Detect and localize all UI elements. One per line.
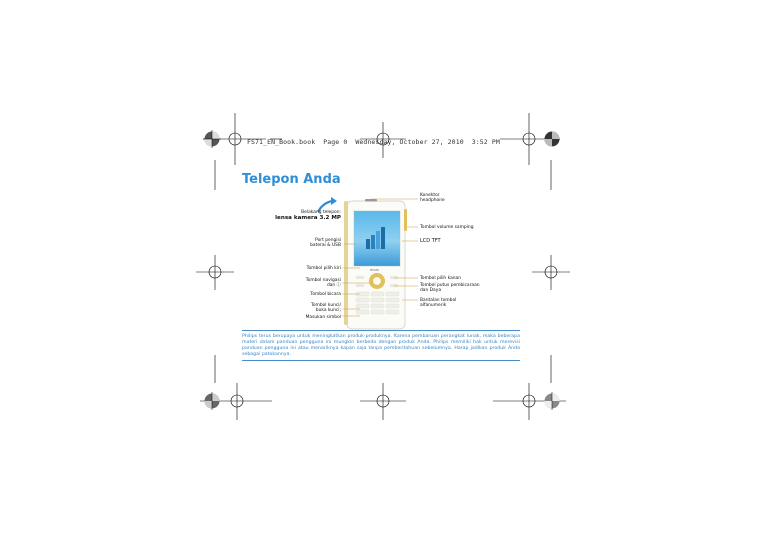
rule-top [242,330,520,331]
label-bantalan: Bantalan tombol alfanumerik [420,298,457,309]
phone-brand: PHILIPS [370,269,379,272]
label-pilih-kiri: Tombol pilih kiri [306,266,341,271]
label-lensa-kamera: lensa kamera 3.2 MP [275,215,341,221]
call-key [356,284,364,287]
volume-key [404,209,407,231]
right-soft-key [390,276,398,279]
page-title: Telepon Anda [242,172,341,187]
label-tombol-volume: Tombol volume samping [420,225,474,230]
label-port-pengisi: Port pengisi baterai & USB [310,238,341,249]
label-lcd: LCD TFT [420,238,441,244]
label-konektor: Konektor headphone [420,193,445,204]
label-pilih-kanan: Tombol pilih kanan [420,276,462,281]
rule-bottom [242,360,520,361]
label-navigasi: Tombol navigasi dan ⓘ [305,278,341,289]
headphone-connector [365,199,377,202]
left-soft-key [356,276,364,279]
phone-side-trim [344,201,348,325]
end-key [390,284,398,287]
running-header: FS71_EN_Book.book Page 0 Wednesday, October 27, 2010 3:52 PM [247,138,500,146]
disclaimer-paragraph: Philips terus berupaya untuk meningkatkan produk-produknya. Karena pembaruan perangkat lunak, maka beberapa materi dalam panduan pengguna ini mungkin berbeda dengan produk Anda. Philips memiliki hak untuk merevisi panduan pengguna ini atau menariknya kapan saja tanpa pemberitahuan sebelumnya. Harap jadikan produk Anda sebagai patokannya. [242,334,520,357]
nav-center [373,277,381,285]
label-kunci: Tombol kunci/ buka kunci; [310,303,341,314]
label-simbol: Masukan simbol [305,315,341,320]
label-bicara: Tombol bicara [310,292,341,297]
label-belakang-telepon: Belakang telepon: [301,210,341,215]
label-putus: Tombol putus pembicaraan dan Daya [420,283,480,294]
